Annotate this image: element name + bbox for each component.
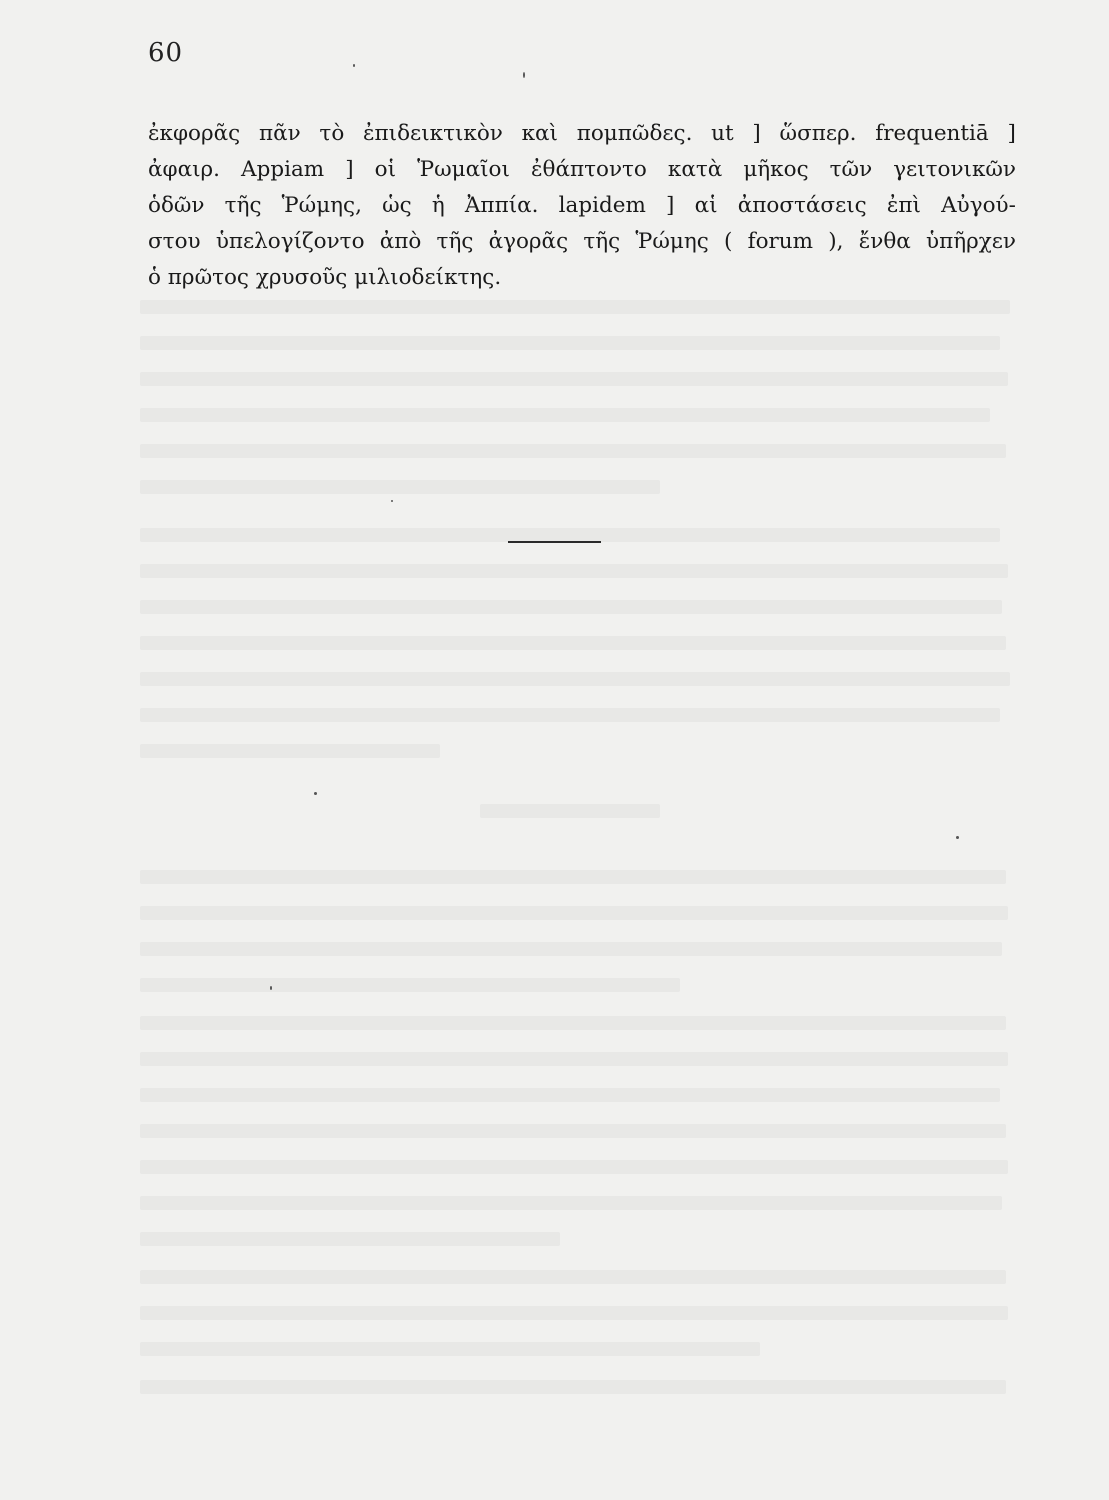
word: Ῥώμης, [281, 193, 362, 218]
word: καὶ [521, 121, 558, 146]
print-speck [391, 500, 393, 502]
print-speck [956, 836, 959, 839]
text-line [148, 152, 1016, 188]
word: Ἀππία. [464, 193, 539, 218]
word: ἡ [431, 193, 445, 218]
word: Ῥωμαῖοι [417, 157, 510, 182]
text-line [148, 116, 1016, 152]
word: ὁδῶν [148, 193, 205, 218]
section-divider-rule [508, 541, 601, 543]
word: ἀπὸ [379, 229, 422, 254]
word: στου [148, 229, 201, 254]
word: τῶν [829, 157, 873, 182]
print-speck [353, 64, 355, 67]
word: frequentiā [875, 121, 989, 146]
word: ἐπὶ [886, 193, 921, 218]
word: ὥσπερ. [779, 121, 857, 146]
word: ἐθάπτοντο [530, 157, 647, 182]
word: χρυσοῦς [255, 265, 348, 290]
word: πρῶτος [167, 265, 249, 290]
word: ἔνθα [858, 229, 911, 254]
word: ἀποστάσεις [737, 193, 867, 218]
word: τὸ [319, 121, 345, 146]
text-line [148, 188, 1016, 224]
print-speck [523, 72, 525, 78]
word: τῆς [583, 229, 621, 254]
word: ( [724, 229, 733, 254]
word: lapidem [558, 193, 646, 218]
word: αἱ [694, 193, 718, 218]
text-line [148, 260, 1016, 296]
word: ὑπῆρχεν [926, 229, 1016, 254]
word: ἐπιδεικτικὸν [363, 121, 503, 146]
word: forum [747, 229, 814, 254]
word: ὑπελογίζοντο [215, 229, 365, 254]
word: ἀγορᾶς [488, 229, 569, 254]
word: ὡς [382, 193, 412, 218]
word: ut [711, 121, 734, 146]
word: ἐκφορᾶς [148, 121, 241, 146]
word: ] [1007, 121, 1016, 146]
word: τῆς [224, 193, 262, 218]
word: οἱ [374, 157, 397, 182]
word: μῆκος [743, 157, 809, 182]
word: Ῥώμης [635, 229, 709, 254]
print-speck [270, 986, 272, 990]
word: πομπῶδες. [576, 121, 693, 146]
word: κατὰ [667, 157, 723, 182]
word: μιλιοδείκτης. [354, 265, 502, 290]
word: ] [666, 193, 675, 218]
word: πᾶν [258, 121, 301, 146]
word: γειτονικῶν [893, 157, 1016, 182]
word: ἀφαιρ. [148, 157, 220, 182]
word: ὁ [148, 265, 161, 290]
commentary-text [148, 116, 1016, 296]
word: Αὐγού- [941, 193, 1016, 218]
word: ] [345, 157, 354, 182]
page-number: 60 [148, 38, 184, 68]
word: Appiam [241, 157, 325, 182]
print-speck [314, 792, 317, 795]
text-line [148, 224, 1016, 260]
word: ), [828, 229, 844, 254]
word: ] [752, 121, 761, 146]
word: τῆς [436, 229, 474, 254]
